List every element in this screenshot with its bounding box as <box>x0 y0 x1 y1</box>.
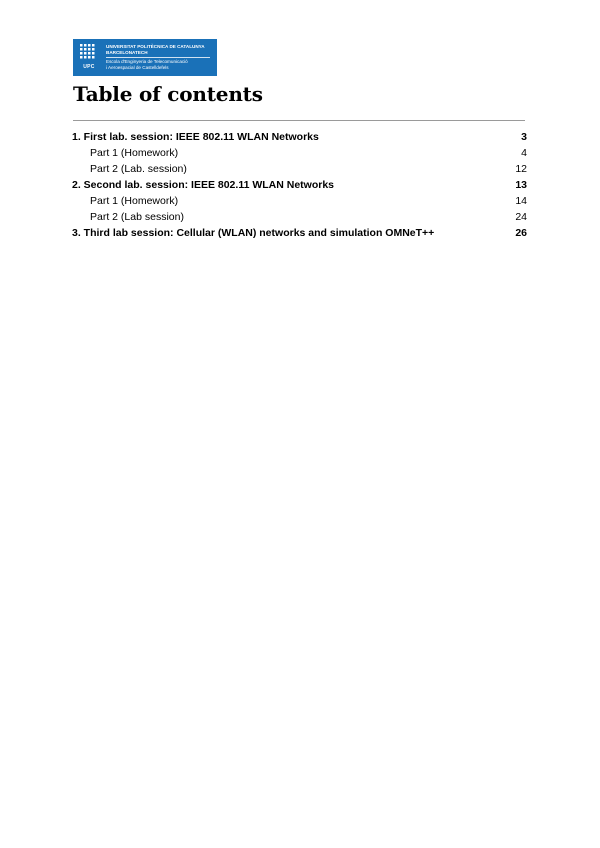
toc-entry-page: 12 <box>515 163 527 175</box>
toc-entry-page: 3 <box>521 131 527 143</box>
logo-divider <box>106 57 210 58</box>
toc-entry-title: Part 2 (Lab session) <box>90 211 184 223</box>
toc-entry-chapter-2-part-1[interactable] <box>72 193 527 209</box>
university-logo <box>73 39 217 76</box>
toc-entry-chapter-2-part-2[interactable] <box>72 209 527 225</box>
page-title: Table of contents <box>73 82 263 106</box>
logo-university-name: UNIVERSITAT POLITÈCNICA DE CATALUNYA <box>106 44 205 49</box>
toc-entry-title: 3. Third lab session: Cellular (WLAN) networks and simulation OMNeT++ <box>72 227 435 239</box>
table-of-contents <box>72 129 527 241</box>
toc-entry-chapter-1-part-1[interactable] <box>72 145 527 161</box>
toc-entry-chapter-3[interactable] <box>72 225 527 241</box>
toc-entry-title: Part 1 (Homework) <box>90 195 179 207</box>
logo-school-name-line2: i Aeroespacial de Castelldefels <box>106 64 169 70</box>
toc-entry-page: 24 <box>515 211 527 223</box>
toc-entry-page: 14 <box>515 195 527 207</box>
upc-emblem-icon <box>79 43 99 63</box>
toc-entry-title: Part 2 (Lab. session) <box>90 163 187 175</box>
toc-entry-title: 2. Second lab. session: IEEE 802.11 WLAN Networks <box>72 179 335 191</box>
toc-entry-page: 4 <box>521 147 527 159</box>
logo-university-subtitle: BARCELONATECH <box>106 49 148 55</box>
toc-entry-chapter-2[interactable] <box>72 177 527 193</box>
toc-entry-title: Part 1 (Homework) <box>90 147 179 159</box>
logo-school-name-line1: Escola d'Enginyeria de Telecomunicació <box>106 59 188 64</box>
logo-abbreviation: UPC <box>83 64 95 70</box>
toc-entry-chapter-1[interactable] <box>72 129 527 145</box>
toc-entry-chapter-1-part-2[interactable] <box>72 161 527 177</box>
title-divider <box>73 120 525 121</box>
toc-entry-page: 26 <box>515 227 527 239</box>
toc-entry-title: 1. First lab. session: IEEE 802.11 WLAN Networks <box>72 131 319 143</box>
toc-entry-page: 13 <box>515 179 527 191</box>
